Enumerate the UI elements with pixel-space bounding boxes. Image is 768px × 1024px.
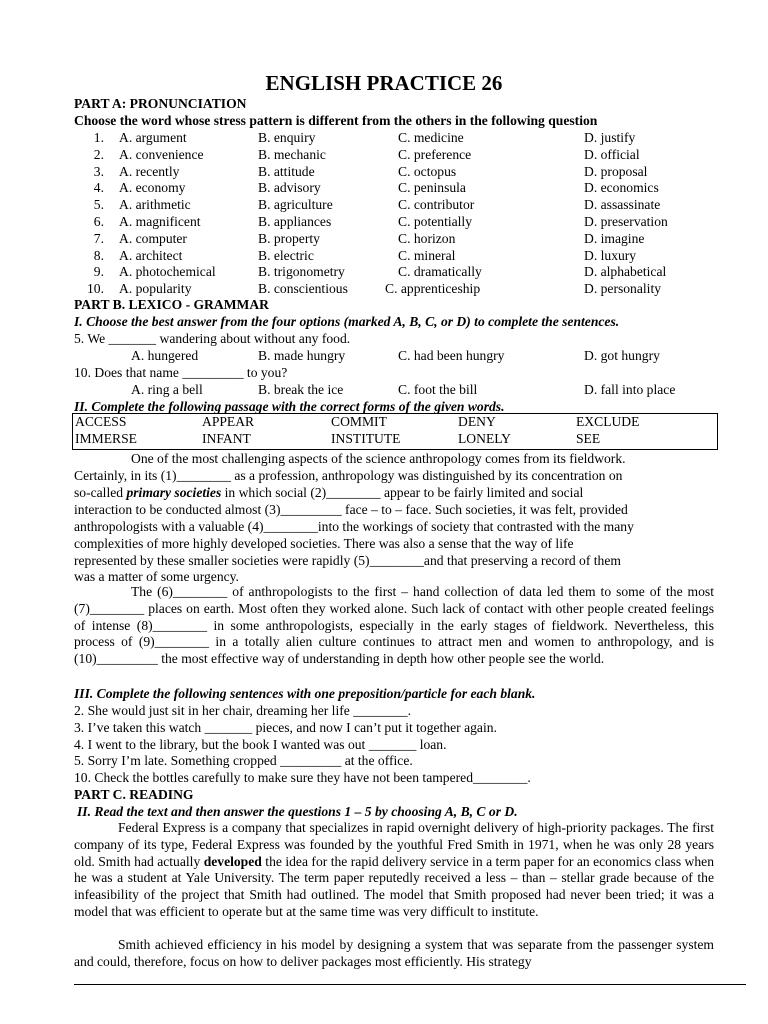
passage-line: [74, 484, 714, 501]
question-number: 7.: [93, 230, 104, 246]
option-d: D. assassinate: [584, 197, 661, 213]
option-d: D. official: [584, 146, 640, 162]
option-a: A. photochemical: [119, 264, 216, 280]
passage-line: Certainly, in its (1)________ as a profession, anthropology was distinguished by its concentration on: [74, 468, 623, 483]
option-c: C. had been hungry: [398, 348, 505, 363]
passage-line: represented by these smaller societies were rapidly (5)________and that preserving a record of them: [74, 553, 621, 568]
page-title: ENGLISH PRACTICE 26: [265, 71, 503, 95]
option-b: B. enquiry: [258, 130, 316, 145]
question-number: 8.: [93, 247, 104, 263]
reading-emphasis: developed: [203, 853, 262, 869]
question-number: 9.: [93, 264, 104, 280]
option-d: D. imagine: [584, 230, 645, 246]
passage-line: One of the most challenging aspects of the science anthropology comes from its fieldwork.: [131, 451, 626, 466]
question-number: 1.: [93, 130, 104, 145]
part-a-heading: PART A: PRONUNCIATION: [74, 96, 247, 111]
option-b: B. break the ice: [258, 382, 344, 397]
option-c: C. octopus: [398, 163, 457, 179]
word-bank-word: DENY: [458, 414, 496, 429]
option-d: D. proposal: [584, 163, 648, 179]
question-number: 2.: [93, 146, 104, 162]
reading-paragraph-1: [74, 820, 714, 921]
option-a: A. magnificent: [119, 214, 201, 229]
preposition-item: 3. I’ve taken this watch _______ pieces, and now I can’t put it together again.: [74, 720, 497, 735]
option-d: D. preservation: [584, 214, 668, 229]
option-c: C. peninsula: [398, 180, 466, 196]
passage-line: was a matter of some urgency.: [74, 569, 239, 584]
word-bank-word: INFANT: [202, 431, 251, 446]
option-b: B. mechanic: [258, 146, 326, 162]
passage-line: anthropologists with a valuable (4)________into the workings of society that contrasted with the many: [74, 519, 634, 534]
option-d: D. got hungry: [584, 348, 660, 363]
option-c: C. apprenticeship: [385, 281, 481, 297]
preposition-item: 4. I went to the library, but the book I wanted was out _______ loan.: [74, 737, 447, 752]
option-d: D. economics: [584, 180, 659, 196]
option-b: B. advisory: [258, 180, 321, 196]
word-bank-word: LONELY: [458, 431, 512, 446]
option-b: B. made hungry: [258, 348, 346, 363]
reading-text: Smith achieved efficiency in his model by designing a system that was separate from the passenger system and could, therefore, focus on how to deliver packages most efficiently. His strategy: [74, 937, 714, 969]
preposition-item: 10. Check the bottles carefully to make sure they have not been tampered________.: [74, 770, 531, 785]
option-d: D. luxury: [584, 247, 637, 263]
option-a: A. ring a bell: [131, 382, 203, 397]
part-c-heading: PART C. READING: [74, 787, 194, 802]
word-bank-word: ACCESS: [75, 414, 127, 429]
reading-text: the idea for the rapid delivery service in a term paper for an economics class when he was a student at Yale University. The term paper reputedly received a less – than – stellar grade because of the infeasibility of the project that Smith had outlined. The model that Smith proposed had never been tried; it was a model that was efficient to operate but at the same time was very difficult to institute.: [74, 853, 714, 919]
option-b: B. conscientious: [258, 281, 348, 297]
option-a: A. recently: [119, 163, 180, 179]
footer-rule: [74, 984, 746, 985]
reading-instruction: II. Read the text and then answer the questions 1 – 5 by choosing A, B, C or D.: [77, 804, 518, 819]
word-bank-word: APPEAR: [202, 414, 255, 429]
part-a-instruction: Choose the word whose stress pattern is different from the others in the following question: [74, 113, 598, 128]
option-a: A. economy: [119, 180, 186, 196]
word-bank-word: INSTITUTE: [331, 431, 401, 446]
option-c: C. contributor: [398, 197, 475, 213]
word-bank-word: IMMERSE: [75, 431, 137, 446]
passage-text: in which social (2)________ appear to be fairly limited and social: [221, 485, 584, 500]
option-d: D. alphabetical: [584, 264, 667, 280]
passage-paragraph-2: [74, 584, 714, 668]
option-a: A. computer: [119, 230, 187, 246]
section-2-instruction: II. Complete the following passage with the correct forms of the given words.: [74, 399, 505, 414]
question-number: 10.: [87, 281, 104, 297]
option-a: A. argument: [119, 130, 187, 145]
word-bank-row-1: [73, 414, 717, 431]
option-c: C. dramatically: [398, 264, 482, 280]
passage-line: complexities of more highly developed societies. There was also a sense that the way of life: [74, 536, 574, 551]
preposition-item: 5. Sorry I’m late. Something cropped _________ at the office.: [74, 753, 413, 768]
option-c: C. horizon: [398, 230, 456, 246]
passage-text: so-called: [74, 485, 127, 500]
option-a: A. arithmetic: [119, 197, 191, 213]
section-1-instruction: I. Choose the best answer from the four options (marked A, B, C, or D) to complete the sentences.: [74, 314, 620, 329]
section-3-instruction: III. Complete the following sentences with one preposition/particle for each blank.: [74, 686, 536, 701]
word-bank-row-2: [73, 431, 717, 448]
reading-text: Federal Express is a company that specializes in rapid overnight delivery of high-priority packages. The first company of its type, Federal Express was founded by the youthful Fred Smith in 1971, when he was only 28 years old. Smith had actually: [74, 820, 714, 869]
question-number: 5.: [93, 197, 104, 213]
option-a: A. hungered: [131, 348, 199, 363]
option-a: A. convenience: [119, 146, 204, 162]
option-b: B. attitude: [258, 163, 315, 179]
word-bank-word: EXCLUDE: [576, 414, 640, 429]
option-c: C. preference: [398, 146, 472, 162]
question-number: 3.: [93, 163, 104, 179]
passage-emphasis: primary societies: [126, 485, 222, 500]
option-c: C. foot the bill: [398, 382, 478, 397]
option-b: B. agriculture: [258, 197, 333, 213]
reading-paragraph-2: [74, 937, 714, 971]
option-b: B. trigonometry: [258, 264, 345, 280]
preposition-item: 2. She would just sit in her chair, dreaming her life ________.: [74, 703, 411, 718]
option-c: C. mineral: [398, 247, 456, 263]
option-d: D. personality: [584, 281, 662, 297]
option-c: C. potentially: [398, 214, 473, 229]
passage-line: interaction to be conducted almost (3)_________ face – to – face. Such societies, it was felt, provided: [74, 502, 628, 517]
question-number: 4.: [93, 180, 104, 196]
option-a: A. architect: [119, 247, 183, 263]
passage-text: The (6)________ of anthropologists to the first – hand collection of data led them to some of the most (7)________ places on earth. Most often they worked alone. Such lack of contact with other people created feelings of intense (8)________ in some anthropologists, especially in the early stages of fieldwork. Nevertheless, this process of (9)________ in a totally alien culture continues to attract men and women to anthropology, and is (10)_________ the most effective way of understanding in depth how other people see the world.: [74, 584, 714, 667]
question-number: 6.: [93, 214, 104, 229]
question-5-stem: 5. We _______ wandering about without any food.: [74, 331, 351, 346]
option-d: D. fall into place: [584, 382, 676, 397]
option-b: B. property: [258, 230, 320, 246]
word-bank-box: [72, 413, 718, 450]
question-10-stem: 10. Does that name _________ to you?: [74, 365, 288, 380]
part-b-heading: PART B. LEXICO - GRAMMAR: [74, 297, 269, 312]
option-b: B. electric: [258, 247, 314, 263]
option-d: D. justify: [584, 130, 636, 145]
option-c: C. medicine: [398, 130, 464, 145]
option-a: A. popularity: [119, 281, 192, 297]
word-bank-word: COMMIT: [331, 414, 387, 429]
option-b: B. appliances: [258, 214, 332, 229]
word-bank-word: SEE: [576, 431, 601, 446]
